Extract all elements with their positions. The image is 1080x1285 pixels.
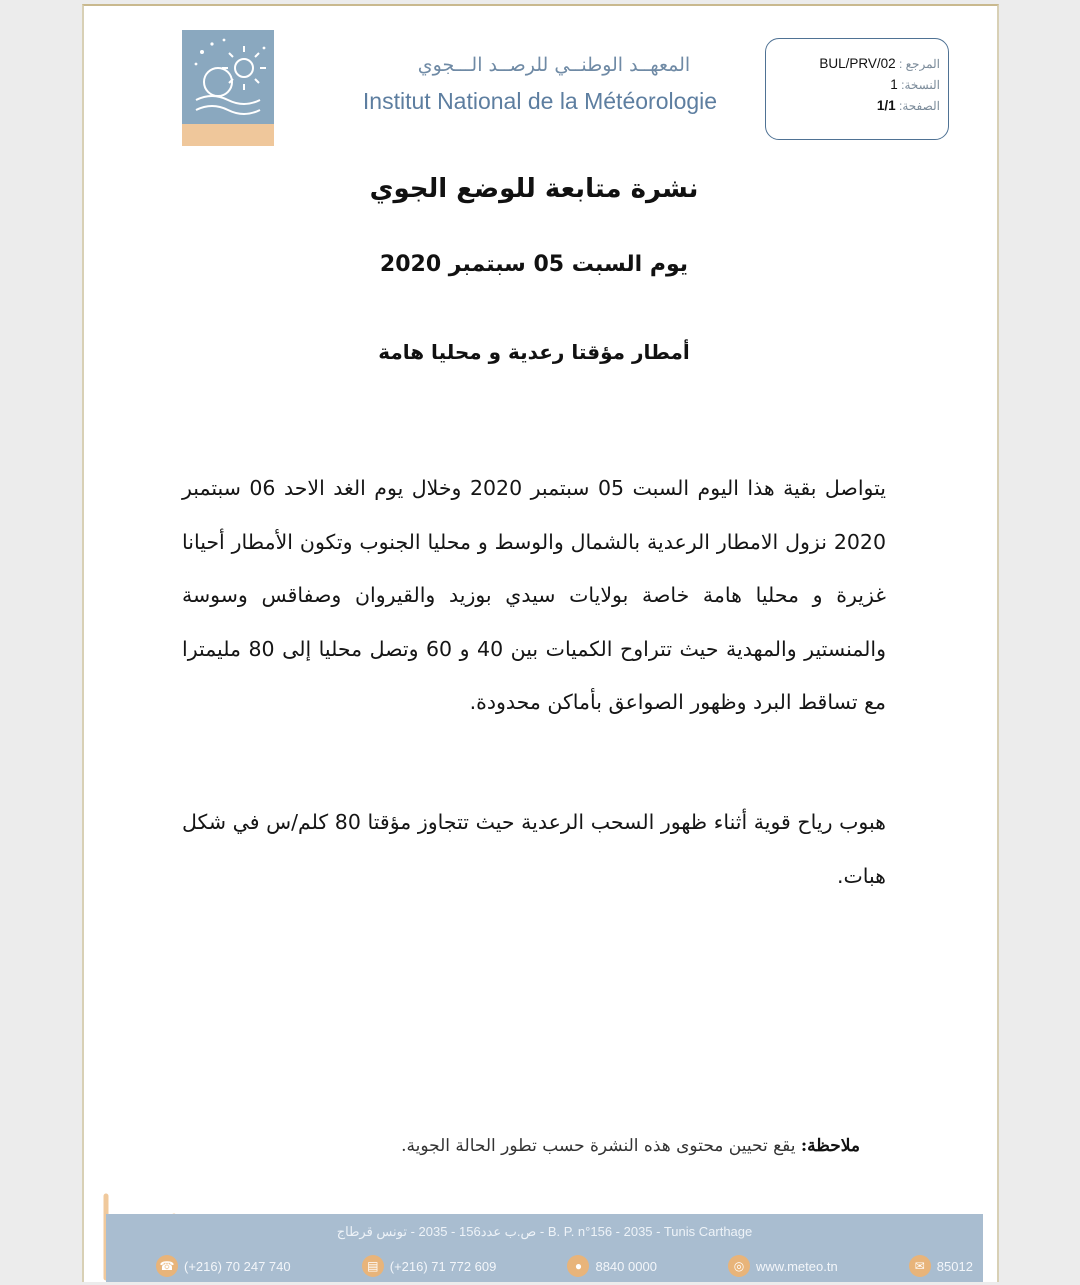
page-value: 1/1 [876, 98, 896, 113]
footer-sms [909, 1255, 973, 1277]
version-row [774, 74, 940, 95]
sms-icon: ✉ [909, 1255, 931, 1277]
forecast-paragraph-2: هبوب رياح قوية أثناء ظهور السحب الرعدية حيث تتجاوز مؤقتا 80 كلم/س في شكل هبات. [182, 810, 886, 888]
phone-text: (+216) 70 247 740 [184, 1258, 291, 1274]
footer-contact-bar [106, 1214, 983, 1282]
page-label: الصفحة: [899, 99, 940, 113]
footer-website [728, 1255, 838, 1277]
inm-logo [182, 30, 274, 146]
institute-name-fr: Institut National de la Météorologie [362, 88, 718, 114]
bulletin-date: يوم السبت 05 سبتمبر 2020 [379, 252, 689, 277]
note [204, 1136, 860, 1156]
ref-label: المرجع : [898, 57, 940, 71]
bulletin-page [82, 4, 999, 1282]
footer-hotline [567, 1255, 656, 1277]
globe-icon: ◎ [728, 1255, 750, 1277]
footer-address: ص.ب عدد156 - 2035 - تونس قرطاج - B. P. n°156 - 2035 - Tunis Carthage [336, 1224, 753, 1239]
reference-box [765, 38, 949, 140]
bulletin-subtitle: أمطار مؤقتا رعدية و محليا هامة [378, 340, 690, 364]
page-row [774, 95, 940, 116]
website-text: www.meteo.tn [756, 1258, 838, 1274]
note-text: يقع تحيين محتوى هذه النشرة حسب تطور الحالة الجوية. [401, 1136, 801, 1156]
version-label: النسخة: [901, 78, 940, 92]
ref-value: BUL/PRV/02 [819, 56, 896, 71]
phone-icon: ☎ [156, 1255, 178, 1277]
fax-text: (+216) 71 772 609 [389, 1258, 497, 1274]
forecast-paragraph-1: يتواصل بقية هذا اليوم السبت 05 سبتمبر 2020 وخلال يوم الغد الاحد 06 سبتمبر 2020 نزول الامطار الرعدية بالشمال والوسط و محليا الجنوب وتكون الأمطار أحيانا غزيرة و محليا هامة خاصة بولايات سيدي بوزيد والقيروان وصفاقس وسوسة والمنستير والمهدية حيث تتراوح الكميات بين 40 و 60 وتصل محليا إلى 80 مليمترا مع تساقط البرد وظهور الصواعق بأماكن محدودة. [182, 476, 886, 714]
institute-name-ar: المعهــد الوطنــي للرصــد الـــجوي [417, 54, 691, 76]
version-value: 1 [890, 77, 898, 92]
footer-phone [156, 1255, 291, 1277]
logo-strip [182, 124, 274, 146]
footer-contacts [156, 1254, 973, 1278]
location-icon: ● [567, 1255, 589, 1277]
fax-icon: ▤ [362, 1255, 384, 1277]
sms-text: 85012 [936, 1258, 973, 1274]
note-label: ملاحظة: [800, 1136, 860, 1156]
bulletin-title: نشرة متابعة للوضع الجوي [369, 174, 699, 204]
ref-row [774, 53, 940, 74]
sun-cloud-icon [182, 30, 274, 124]
hotline-text: 8840 0000 [595, 1258, 657, 1274]
footer-fax [362, 1255, 497, 1277]
